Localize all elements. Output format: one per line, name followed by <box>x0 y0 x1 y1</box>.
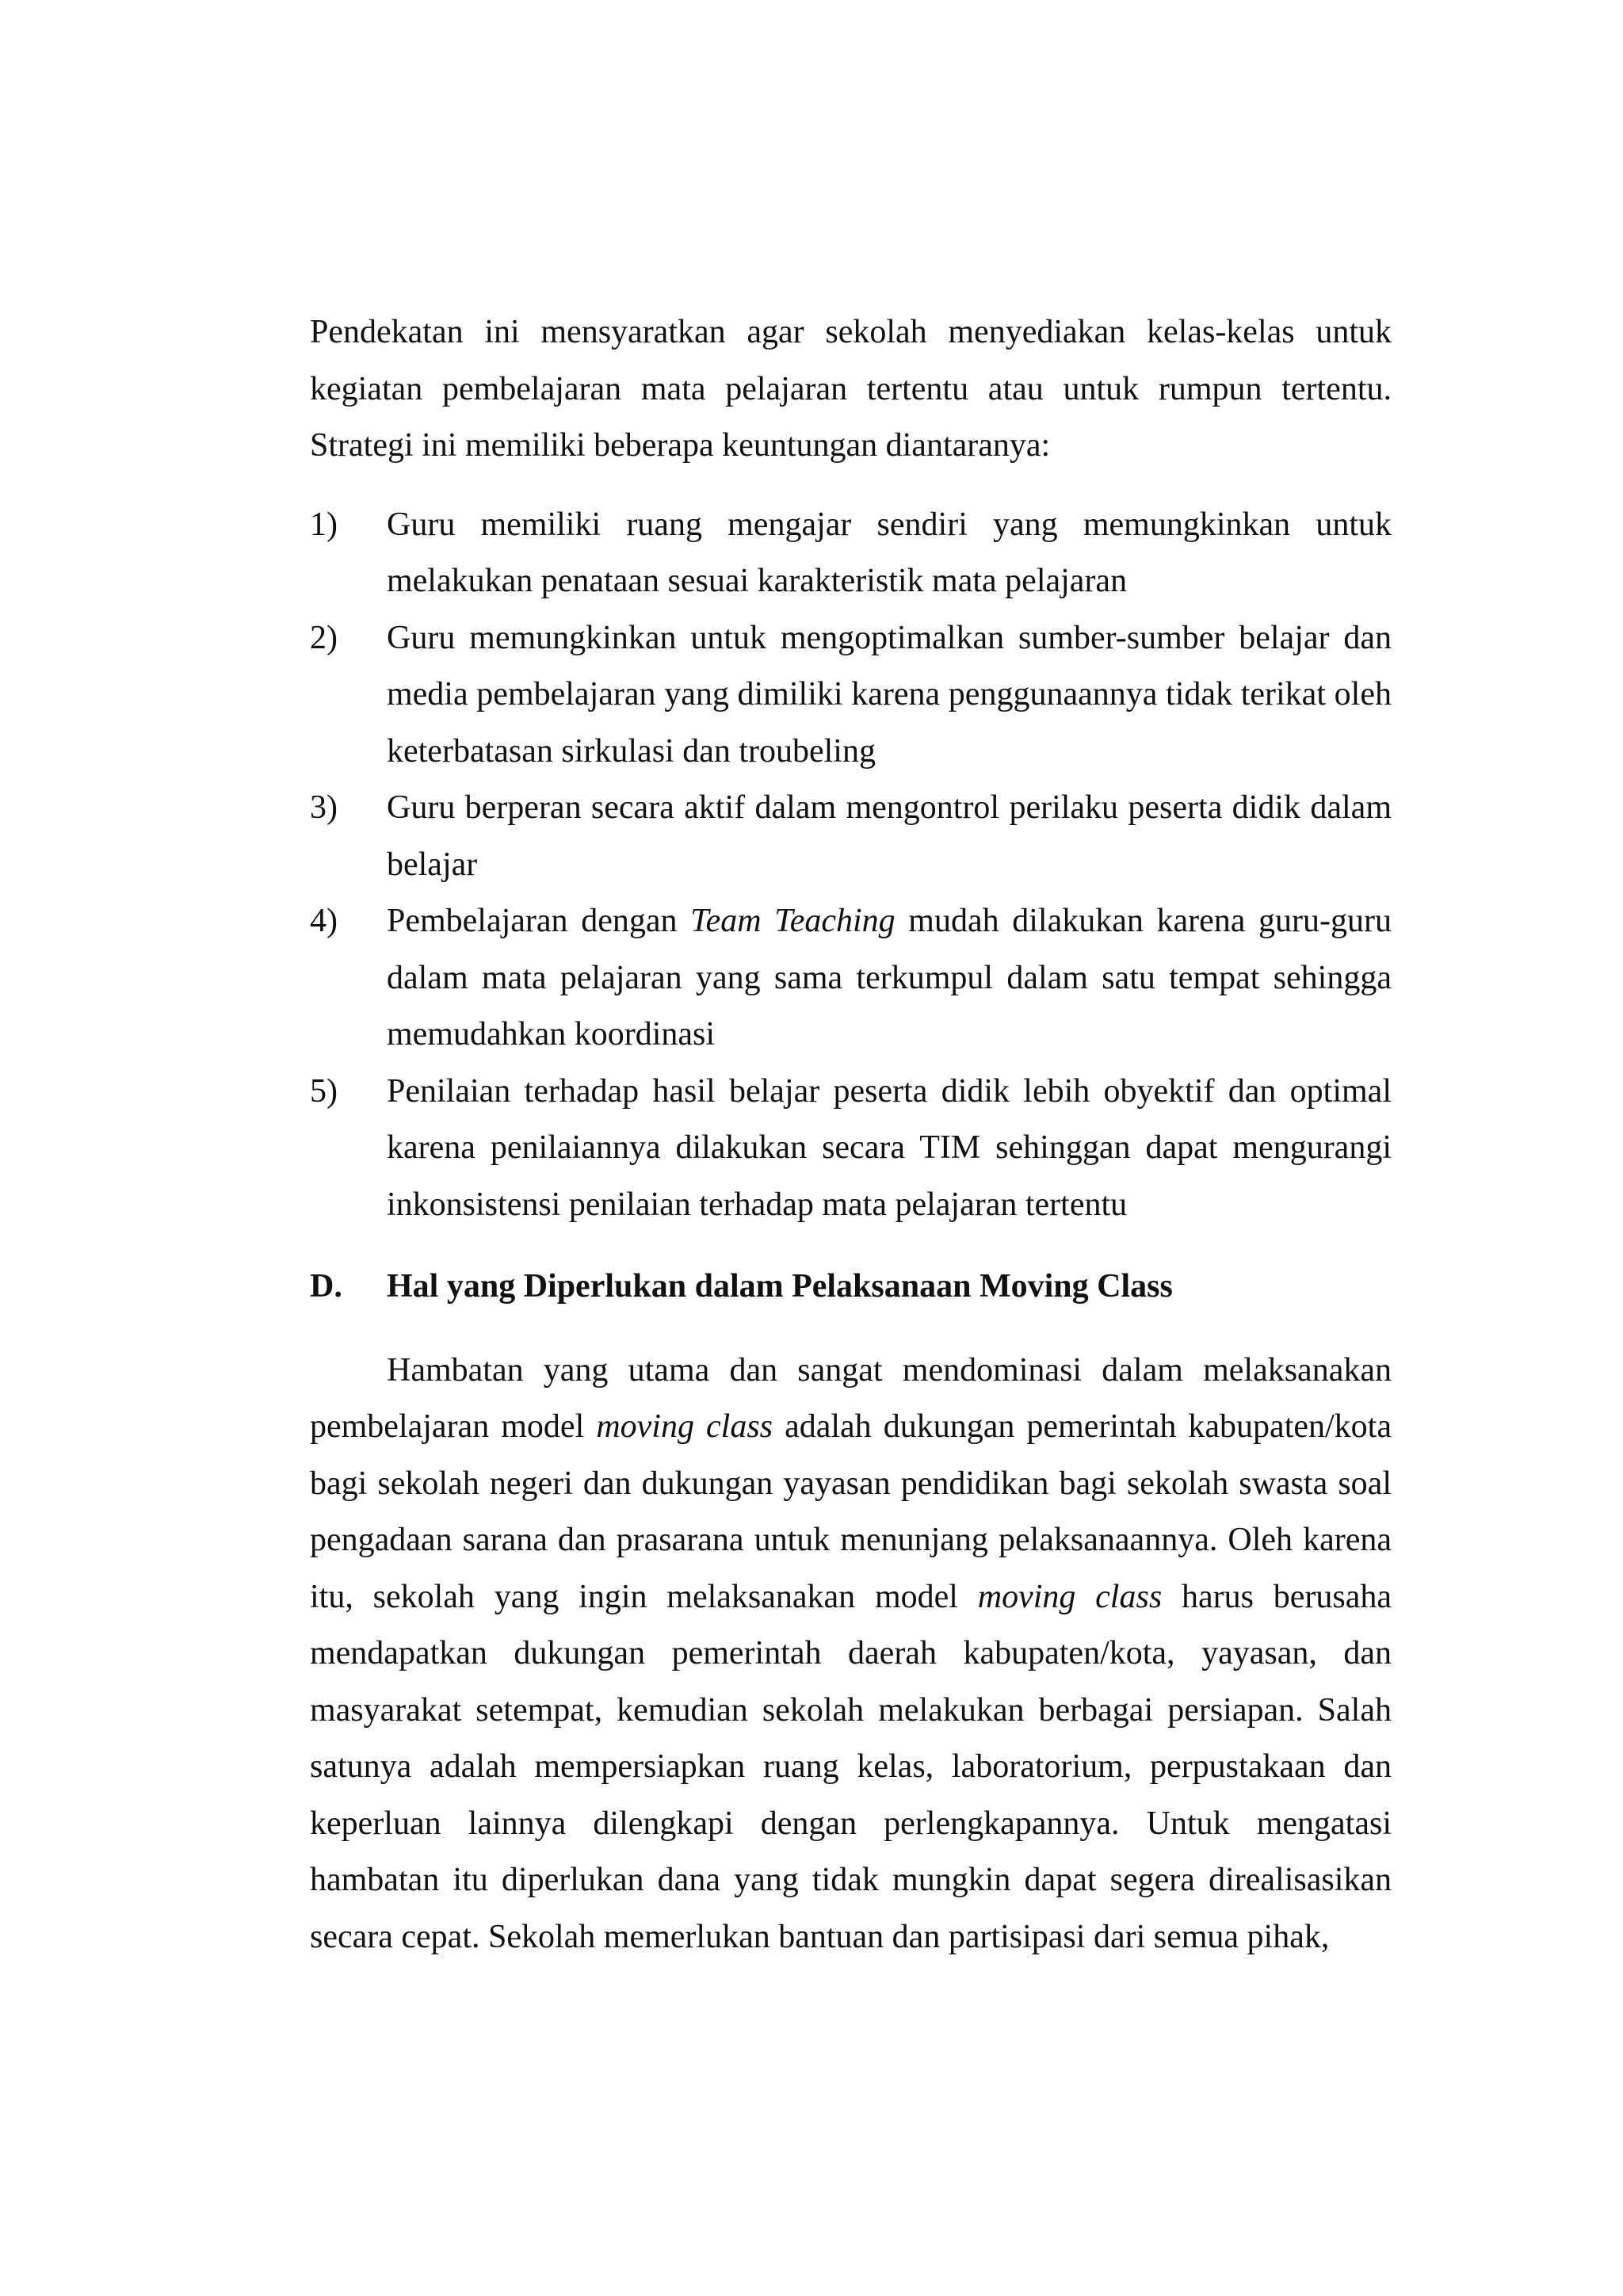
list-item-italic-term: Team Teaching <box>690 903 896 939</box>
list-item-number: 1) <box>310 506 338 543</box>
document-page <box>310 304 1392 1966</box>
list-item-number: 3) <box>310 789 338 826</box>
list-item <box>310 497 1392 610</box>
list-item-text-after: mudah dilakukan karena guru-guru dalam mata pelajaran yang sama terkumpul dalam satu tempat sehingga memudahkan koordinasi <box>387 903 1392 1052</box>
list-item-number: 2) <box>310 619 338 656</box>
list-item <box>310 893 1392 1064</box>
body-italic-term-1: moving class <box>596 1408 773 1445</box>
list-item-text: Penilaian terhadap hasil belajar peserta didik lebih obyektif dan optimal karena penilaiannya dilakukan secara TIM sehinggan dapat mengurangi inkonsistensi penilaian terhadap mata pelajaran tertentu <box>387 1072 1392 1223</box>
list-item-number: 4) <box>310 903 338 939</box>
section-letter: D. <box>310 1268 342 1305</box>
body-text-part2: adalah dukungan pemerintah kabupaten/kota bagi sekolah negeri dan dukungan yayasan pendidikan bagi sekolah swasta soal pengadaan sarana dan prasarana untuk menunjang pelaksanaannya. Oleh karena itu, sekolah yang ingin melaksanakan model <box>310 1408 1392 1615</box>
list-item-text: Guru memungkinkan untuk mengoptimalkan sumber-sumber belajar dan media pembelajaran yang dimiliki karena penggunaannya tidak terikat oleh keterbatasan sirkulasi dan troubeling <box>387 619 1392 770</box>
benefits-list <box>310 497 1392 1234</box>
body-text-part1: Hambatan yang utama dan sangat mendominasi dalam melaksanakan pembelajaran model <box>310 1351 1392 1445</box>
list-item <box>310 1064 1392 1234</box>
body-paragraph <box>310 1343 1392 1966</box>
list-item-text: Guru berperan secara aktif dalam mengontrol perilaku peserta didik dalam belajar <box>387 789 1392 883</box>
list-item-text: Guru memiliki ruang mengajar sendiri yang memungkinkan untuk melakukan penataan sesuai karakteristik mata pelajaran <box>387 506 1392 599</box>
body-text-part3: harus berusaha mendapatkan dukungan pemerintah daerah kabupaten/kota, yayasan, dan masyarakat setempat, kemudian sekolah melakukan berbagai persiapan. Salah satunya adalah mempersiapkan ruang kelas, laboratorium, perpustakaan dan keperluan lainnya dilengkapi dengan perlengkapannya. Untuk mengatasi hambatan itu diperlukan dana yang tidak mungkin dapat segera direalisasikan secara cepat. Sekolah memerlukan bantuan dan partisipasi dari semua pihak, <box>310 1578 1392 1955</box>
section-title: Hal yang Diperlukan dalam Pelaksanaan Moving Class <box>387 1268 1173 1305</box>
list-item <box>310 610 1392 781</box>
section-heading <box>310 1259 1392 1316</box>
body-italic-term-2: moving class <box>977 1578 1163 1615</box>
intro-paragraph: Pendekatan ini mensyaratkan agar sekolah menyediakan kelas-kelas untuk kegiatan pembelajaran mata pelajaran tertentu atau untuk rumpun tertentu. Strategi ini memiliki beberapa keuntungan diantaranya: <box>310 314 1392 464</box>
list-item-number: 5) <box>310 1072 338 1110</box>
list-item <box>310 780 1392 893</box>
list-item-text-before: Pembelajaran dengan <box>387 903 691 939</box>
